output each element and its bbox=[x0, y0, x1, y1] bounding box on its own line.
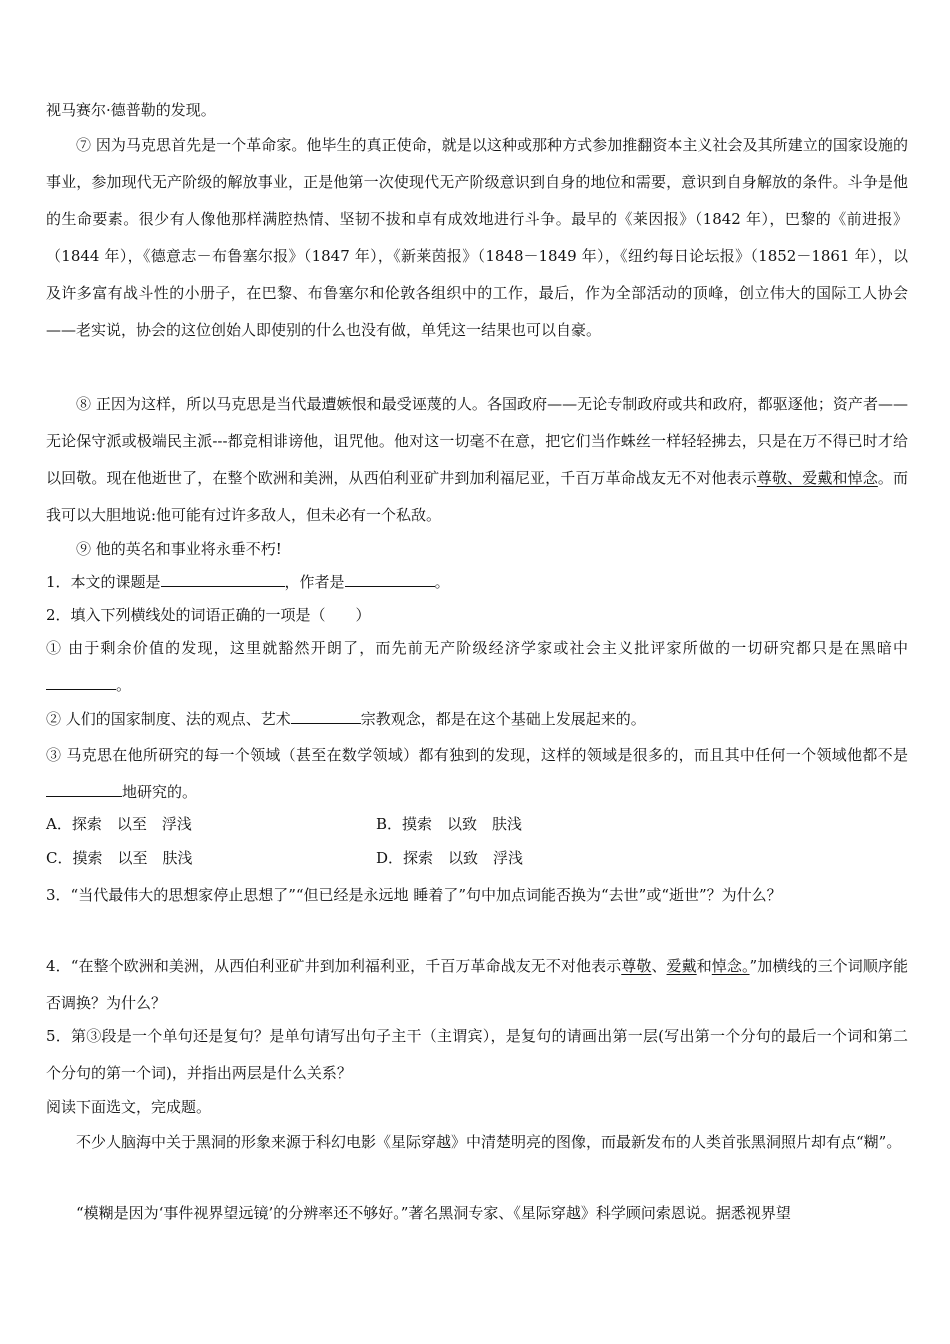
q2-sentence-2-text-a: ② 人们的国家制度、法的观点、艺术 bbox=[46, 710, 291, 728]
q2-sentence-2-text-b: 宗教观念，都是在这个基础上发展起来的。 bbox=[360, 710, 646, 728]
question-4-sep-2: 和 bbox=[696, 957, 712, 975]
reading-paragraph-2: “模糊是因为‘事件视界望远镜’的分辨率还不够好。”著名黑洞专家、《星际穿越》科学顾问索恩说。据悉视界望 bbox=[76, 1204, 791, 1222]
question-4-word-2: 爱戴 bbox=[666, 957, 697, 975]
passage-paragraph-8 bbox=[46, 386, 908, 534]
passage-paragraph-9: ⑨ 他的英名和事业将永垂不朽! bbox=[76, 540, 282, 558]
question-1-text-a: 1．本文的课题是 bbox=[46, 573, 161, 591]
option-d[interactable]: D．探索 以致 浮浅 bbox=[376, 849, 524, 867]
question-1 bbox=[46, 564, 908, 601]
passage-paragraph-7: ⑦ 因为马克思首先是一个革命家。他毕生的真正使命，就是以这种或那种方式参加推翻资本主义社会及其所建立的国家设施的事业，参加现代无产阶级的解放事业，正是他第一次使现代无产阶级意识到自身的地位和需要，意识到自身解放的条件。斗争是他的生命要素。很少有人像他那样满腔热情、坚韧不拔和卓有成效地进行斗争。最早的《莱因报》（1842 年），巴黎的《前进报》（1844 年），《德意志－布鲁塞尔报》（1847 年），《新莱茵报》（1848－1849 年），《纽约每日论坛报》（1852－1861 年），以及许多富有战斗性的小册子，在巴黎、布鲁塞尔和伦敦各组织中的工作，最后，作为全部活动的顶峰，创立伟大的国际工人协会——老实说，协会的这位创始人即使别的什么也没有做，单凭这一结果也可以自豪。 bbox=[46, 136, 908, 339]
q2-sentence-1-text-a: ① 由于剩余价值的发现，这里就豁然开朗了，而先前无产阶级经济学家或社会主义批评家所做的一切研究都只是在黑暗中 bbox=[46, 639, 908, 657]
q2-sentence-1-blank[interactable] bbox=[46, 673, 116, 690]
passage-intro-line: 视马赛尔·德普勒的发现。 bbox=[46, 101, 216, 119]
question-2-sentence-2 bbox=[46, 701, 908, 738]
option-a[interactable]: A．探索 以至 浮浅 bbox=[46, 815, 192, 833]
paragraph-8-text-b: 。而我可以大胆地说:他可能有过许多敌人，但未必有一个私敌。 bbox=[46, 469, 908, 524]
q2-sentence-2-blank[interactable] bbox=[291, 707, 361, 724]
question-5: 5．第③段是一个单句还是复句？是单句请写出句子主干（主谓宾），是复句的请画出第一层(写出第一个分句的最后一个词和第二个分句的第一个词)，并指出两层是什么关系？ bbox=[46, 1027, 908, 1082]
question-2-sentence-1 bbox=[46, 630, 908, 704]
question-1-answer-blank-author[interactable] bbox=[345, 570, 435, 587]
question-4-word-3: 悼念。 bbox=[711, 957, 750, 975]
question-2-stem: 2．填入下列横线处的词语正确的一项是（ ） bbox=[46, 606, 371, 624]
question-2-sentence-3 bbox=[46, 737, 908, 811]
option-c[interactable]: C．摸索 以至 肤浅 bbox=[46, 849, 193, 867]
question-3: 3．“当代最伟大的思想家停止思想了”“但已经是永远地 睡着了”句中加点词能否换为“去世”或“逝世”？为什么？ bbox=[46, 886, 782, 904]
question-1-text-c: 。 bbox=[434, 573, 450, 591]
reading-instruction: 阅读下面选文，完成题。 bbox=[46, 1098, 212, 1116]
paragraph-8-text-a: ⑧ 正因为这样，所以马克思是当代最遭嫉恨和最受诬蔑的人。各国政府——无论专制政府或共和政府，都驱逐他；资产者——无论保守派或极端民主派---都竞相诽谤他，诅咒他。他对这一切毫不在意，把它们当作蛛丝一样轻轻拂去，只是在万不得已时才给以回敬。现在他逝世了，在整个欧洲和美洲，从西伯利亚矿井到加利福尼亚，千百万革命战友无不对他表示 bbox=[46, 395, 908, 487]
question-4-text-a: 4．“在整个欧洲和美洲，从西伯利亚矿井到加利福利亚，千百万革命战友无不对他表示 bbox=[46, 957, 622, 975]
q2-sentence-3-text-a: ③ 马克思在他所研究的每一个领域（甚至在数学领域）都有独到的发现，这样的领域是很多的，而且其中任何一个领域他都不是 bbox=[46, 746, 908, 764]
question-1-answer-blank-title[interactable] bbox=[161, 570, 285, 587]
question-1-text-b: ，作者是 bbox=[284, 573, 345, 591]
question-4-text-b: ”加横线的三个词顺序能否调换？为什么？ bbox=[46, 957, 908, 1012]
paragraph-8-underlined-words: 尊敬、爱戴和悼念 bbox=[756, 469, 878, 487]
q2-sentence-3-blank[interactable] bbox=[46, 780, 122, 797]
q2-sentence-1-text-b: 。 bbox=[116, 676, 132, 694]
q2-sentence-3-text-b: 地研究的。 bbox=[122, 783, 198, 801]
question-4-word-1: 尊敬 bbox=[621, 957, 652, 975]
reading-paragraph-1: 不少人脑海中关于黑洞的形象来源于科幻电影《星际穿越》中清楚明亮的图像，而最新发布的人类首张黑洞照片却有点“糊”。 bbox=[76, 1133, 902, 1151]
option-b[interactable]: B．摸索 以致 肤浅 bbox=[376, 815, 523, 833]
question-4 bbox=[46, 948, 908, 1022]
question-4-sep-1: 、 bbox=[651, 957, 667, 975]
